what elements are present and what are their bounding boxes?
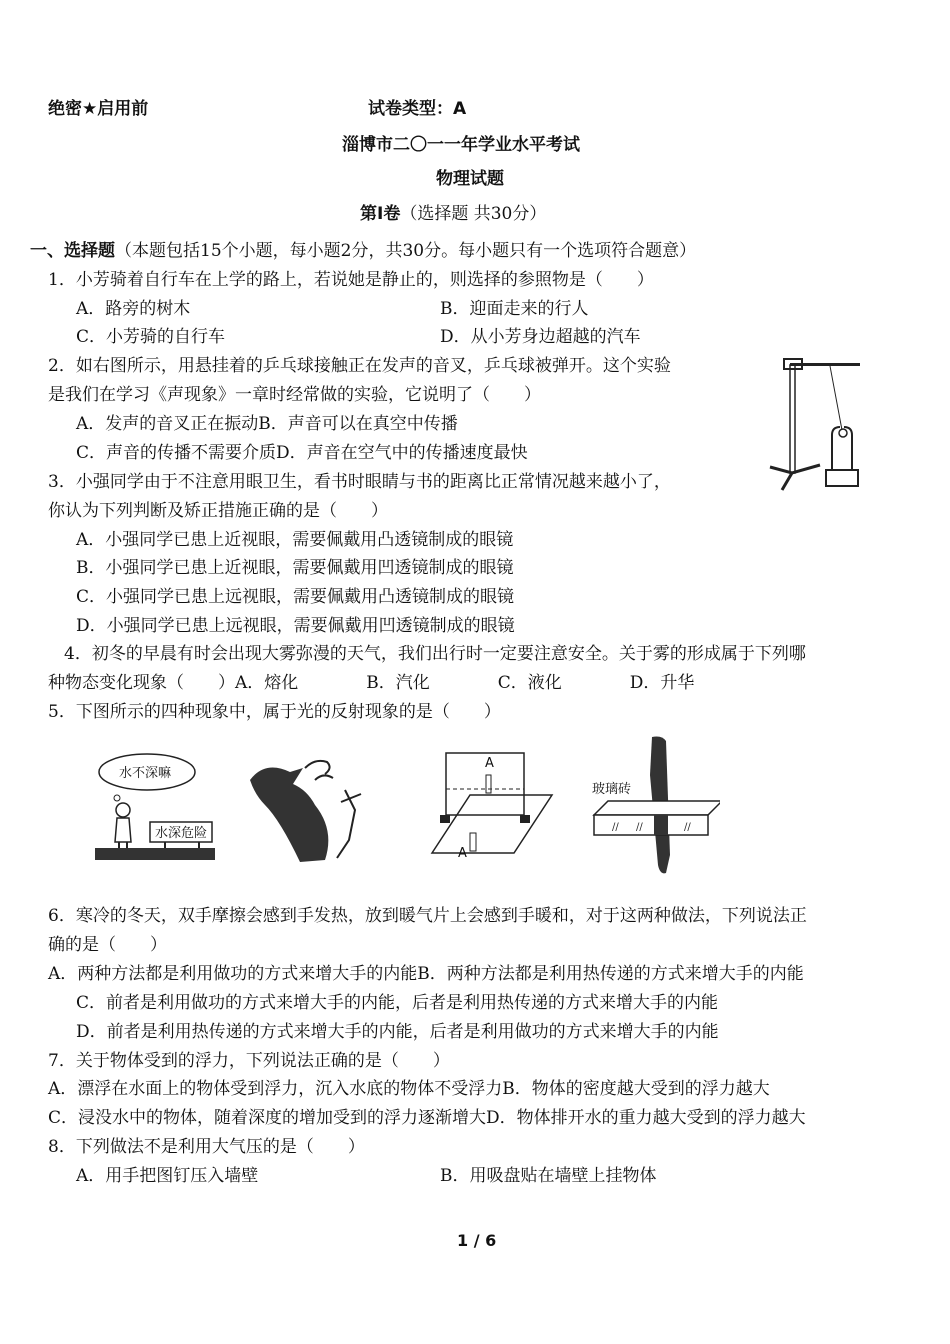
q1-option-a: A．路旁的树木 [76,299,191,319]
q1-option-b: B．迎面走来的行人 [440,299,589,319]
q5-figure-b [245,750,375,865]
q1-option-c: C．小芳骑的自行车 [76,327,226,347]
q6-options-ab: A．两种方法都是利用做功的方式来增大手的内能B．两种方法都是利用热传递的方式来增大手的内能 [48,964,804,984]
q7-options-cd: C．浸没水中的物体，随着深度的增加受到的浮力逐渐增大D．物体排开水的重力越大受到的浮力越大 [48,1108,806,1128]
q3-option-d: D．小强同学已患上远视眼，需要佩戴用凹透镜制成的眼镜 [76,616,515,636]
q4-stem-line1: 4．初冬的早晨有时会出现大雾弥漫的天气，我们出行时一定要注意安全。关于雾的形成属于下列哪 [64,644,806,664]
fig3-upper-a: A [485,756,494,771]
svg-text://: // [636,822,643,833]
q5-figure-c [430,745,555,860]
page-number: 1 / 6 [457,1231,497,1250]
fig3-lower-a: A [458,846,467,860]
fig4-label: 玻璃砖 [592,782,632,797]
tuning-fork-figure [760,355,860,495]
section-heading [30,240,696,262]
volume-bold: 第Ⅰ卷 [360,204,401,224]
subject-title: 物理试题 [436,169,504,189]
volume-heading [360,203,546,225]
q3-stem-line1: 3．小强同学由于不注意用眼卫生，看书时眼睛与书的距离比正常情况越来越小了， [48,472,671,492]
q3-option-c: C．小强同学已患上远视眼，需要佩戴用凸透镜制成的眼镜 [76,587,515,607]
q2-options-ab: A．发声的音叉正在振动B．声音可以在真空中传播 [76,414,458,434]
exam-title: 淄博市二〇一一年学业水平考试 [342,135,580,155]
q8-option-a: A．用手把图钉压入墙壁 [76,1166,259,1186]
q7-stem: 7．关于物体受到的浮力，下列说法正确的是（ ） [48,1051,450,1071]
volume-note: （选择题 共30分） [400,204,547,224]
q5-figure-a [95,750,215,860]
q6-option-c: C．前者是利用做功的方式来增大手的内能，后者是利用热传递的方式来增大手的内能 [76,993,719,1013]
svg-text://: // [612,822,619,833]
q5-figure-d [590,735,720,875]
q6-stem-line2: 确的是（ ） [48,935,167,955]
q6-stem-line1: 6．寒冷的冬天，双手摩擦会感到手发热，放到暖气片上会感到手暖和，对于这两种做法，下列说法正 [48,906,807,926]
q1-stem: 1．小芳骑着自行车在上学的路上，若说她是静止的，则选择的参照物是（ ） [48,270,654,290]
fig1-sign-text: 水深危险 [155,826,208,841]
q4-stem-line2: 种物态变化现象（ ）A．熔化 B．汽化 C．液化 D．升华 [48,673,695,693]
section-title: 一、选择题 [30,241,115,261]
fig1-bubble-text: 水不深嘛 [119,766,172,781]
q2-stem-line2: 是我们在学习《声现象》一章时经常做的实验，它说明了（ ） [48,385,541,405]
secret-label: 绝密★启用前 [48,99,149,119]
q7-options-ab: A．漂浮在水面上的物体受到浮力，沉入水底的物体不受浮力B．物体的密度越大受到的浮力越大 [48,1079,770,1099]
svg-text://: // [684,822,691,833]
q2-stem-line1: 2．如右图所示，用悬挂着的乒乓球接触正在发声的音叉，乒乓球被弹开。这个实验 [48,356,671,376]
q6-option-d: D．前者是利用热传递的方式来增大手的内能，后者是利用做功的方式来增大手的内能 [76,1022,719,1042]
q2-options-cd: C．声音的传播不需要介质D．声音在空气中的传播速度最快 [76,443,528,463]
paper-type: 试卷类型：A [368,99,467,119]
q5-stem: 5．下图所示的四种现象中，属于光的反射现象的是（ ） [48,702,501,722]
q3-option-b: B．小强同学已患上近视眼，需要佩戴用凹透镜制成的眼镜 [76,558,514,578]
q1-option-d: D．从小芳身边超越的汽车 [440,327,641,347]
section-note: （本题包括15个小题，每小题2分，共30分。每小题只有一个选项符合题意） [115,241,697,261]
q8-option-b: B．用吸盘贴在墙壁上挂物体 [440,1166,657,1186]
q3-stem-line2: 你认为下列判断及矫正措施正确的是（ ） [48,501,388,521]
q8-stem: 8．下列做法不是利用大气压的是（ ） [48,1137,365,1157]
q3-option-a: A．小强同学已患上近视眼，需要佩戴用凸透镜制成的眼镜 [76,530,514,550]
